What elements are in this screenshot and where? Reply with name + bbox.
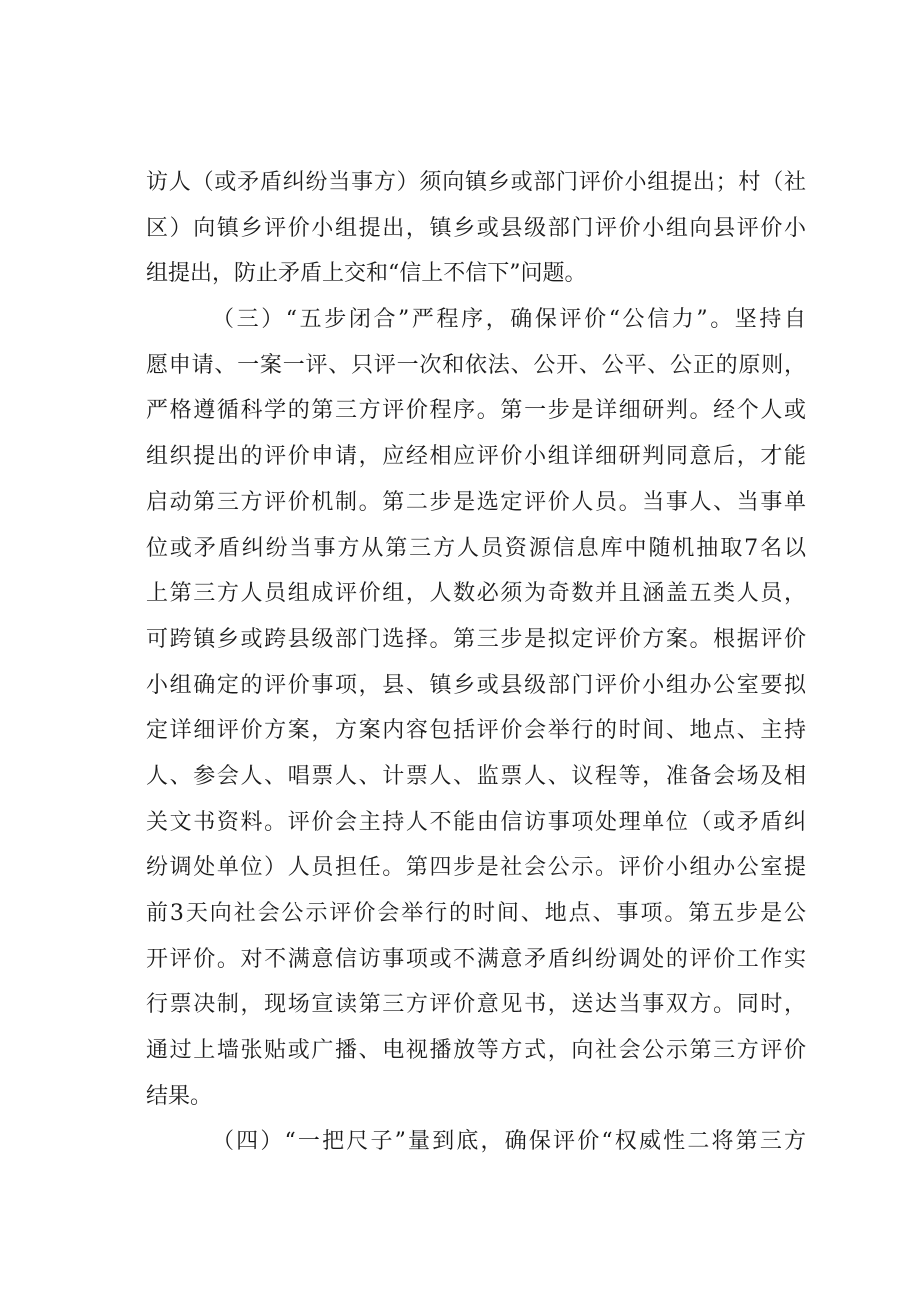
text-line: 结果。 — [146, 1083, 213, 1109]
text-line: 组织提出的评价申请，应经相应评价小组详细研判同意后，才能 — [146, 444, 806, 470]
text-line: 上第三方人员组成评价组，人数必须为奇数并且涵盖五类人员， — [146, 581, 806, 607]
text-line: 组提出，防止矛盾上交和“信上不信下”问题。 — [146, 261, 587, 287]
text-line: 通过上墙张贴或广播、电视播放等方式，向社会公示第三方评价 — [146, 1038, 806, 1064]
text-line: 小组确定的评价事项，县、镇乡或县级部门评价小组办公室要拟 — [146, 672, 806, 698]
text-line: 前3天向社会公示评价会举行的时间、地点、事项。第五步是公 — [146, 901, 806, 926]
text-line: 启动第三方评价机制。第二步是选定评价人员。当事人、当事单 — [146, 489, 806, 515]
text-line: 区）向镇乡评价小组提出，镇乡或县级部门评价小组向县评价小 — [146, 215, 806, 241]
text-line: 访人（或矛盾纠纷当事方）须向镇乡或部门评价小组提出；村（社 — [146, 170, 806, 195]
text-line: 人、参会人、唱票人、计票人、监票人、议程等，准备会场及相 — [146, 763, 806, 789]
text-line: 位或矛盾纠纷当事方从第三方人员资源信息库中随机抽取7名以 — [146, 535, 806, 561]
text-line: 可跨镇乡或跨县级部门选择。第三步是拟定评价方案。根据评价 — [146, 626, 806, 652]
text-line: 严格遵循科学的第三方评价程序。第一步是详细研判。经个人或 — [146, 398, 806, 424]
text-line: 关文书资料。评价会主持人不能由信访事项处理单位（或矛盾纠 — [146, 809, 806, 835]
text-line: 行票决制，现场宣读第三方评价意见书，送达当事双方。同时， — [146, 992, 806, 1018]
text-line: 定详细评价方案，方案内容包括评价会举行的时间、地点、主持 — [146, 718, 806, 744]
text-line: 开评价。对不满意信访事项或不满意矛盾纠纷调处的评价工作实 — [146, 946, 806, 972]
document-body — [146, 160, 806, 1165]
text-line: 愿申请、一案一评、只评一次和依法、公开、公平、公正的原则， — [146, 352, 806, 378]
text-line: 纷调处单位）人员担任。第四步是社会公示。评价小组办公室提 — [146, 855, 806, 881]
paragraph-heading-line: （三）“五步闭合”严程序，确保评价“公信力”。坚持自 — [212, 307, 806, 333]
paragraph-heading-line: （四）“一把尺子”量到底，确保评价“权威性二将第三方 — [212, 1129, 806, 1155]
